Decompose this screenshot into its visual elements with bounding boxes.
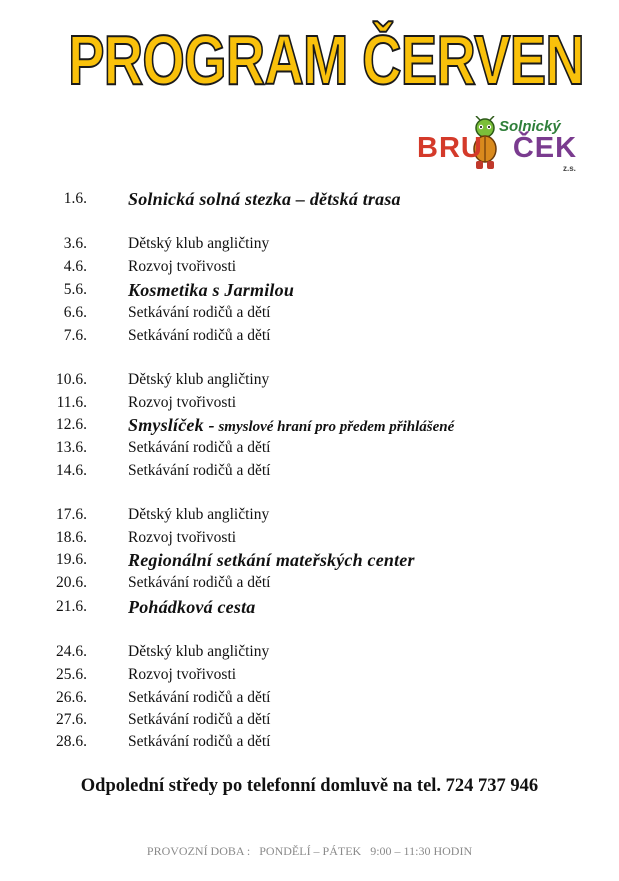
schedule-date: 3.6. <box>63 235 87 252</box>
schedule-date: 11.6. <box>56 394 87 411</box>
schedule-date: 18.6. <box>56 529 87 546</box>
schedule-date: 12.6. <box>56 416 87 433</box>
schedule-row <box>0 256 619 278</box>
schedule-date: 17.6. <box>56 506 87 523</box>
schedule-event: Rozvoj tvořivosti <box>128 394 237 411</box>
schedule-date: 6.6. <box>63 304 87 321</box>
schedule-row <box>0 664 619 686</box>
schedule-date: 20.6. <box>56 574 87 591</box>
schedule-event: Setkávání rodičů a dětí <box>128 439 271 456</box>
schedule-event: Dětský klub angličtiny <box>128 506 270 523</box>
schedule-date: 5.6. <box>63 281 87 298</box>
schedule-row <box>0 392 619 414</box>
schedule-event-detail: smyslové hraní pro předem přihlášené <box>214 419 455 435</box>
logo-suffix: z.s. <box>563 164 576 173</box>
schedule-row <box>0 527 619 549</box>
schedule-row <box>0 302 619 324</box>
logo-top-text: Solnický <box>499 118 561 135</box>
schedule-event: Dětský klub angličtiny <box>128 235 270 252</box>
schedule-row <box>0 279 619 301</box>
schedule-row <box>0 504 619 526</box>
schedule-event: Pohádková cesta <box>128 597 256 617</box>
schedule-event: Setkávání rodičů a dětí <box>128 689 271 706</box>
schedule-date: 25.6. <box>56 666 87 683</box>
schedule-date: 19.6. <box>56 551 87 568</box>
schedule-row <box>0 641 619 663</box>
schedule-row <box>0 596 619 618</box>
schedule-row <box>0 572 619 594</box>
schedule-date: 28.6. <box>56 733 87 750</box>
schedule-event: Rozvoj tvořivosti <box>128 666 237 683</box>
schedule-date: 13.6. <box>56 439 87 456</box>
logo-main-text: BRU ČEK <box>417 132 578 164</box>
schedule-row <box>0 687 619 709</box>
schedule-event: Setkávání rodičů a dětí <box>128 711 271 728</box>
schedule-event: Rozvoj tvořivosti <box>128 258 237 275</box>
schedule-row <box>0 188 619 210</box>
schedule-event: Setkávání rodičů a dětí <box>128 304 271 321</box>
phone-note: Odpolední středy po telefonní domluvě na tel. 724 737 946 <box>80 776 539 796</box>
schedule-date: 26.6. <box>56 689 87 706</box>
schedule-event: Solnická solná stezka – dětská trasa <box>128 189 401 209</box>
schedule-row <box>0 709 619 731</box>
schedule-event: Rozvoj tvořivosti <box>128 529 237 546</box>
logo <box>413 112 589 176</box>
schedule-date: 27.6. <box>56 711 87 728</box>
schedule-row <box>0 437 619 459</box>
schedule-row <box>0 460 619 482</box>
schedule-event: Dětský klub angličtiny <box>128 643 270 660</box>
schedule-event: Dětský klub angličtiny <box>128 371 270 388</box>
schedule-event: Setkávání rodičů a dětí <box>128 462 271 479</box>
opening-hours: PROVOZNÍ DOBA : PONDĚLÍ – PÁTEK 9:00 – 11:30 HODIN <box>146 844 473 858</box>
schedule-date: 24.6. <box>56 643 87 660</box>
schedule-event: Smyslíček - smyslové hraní pro předem přihlášené <box>128 415 455 435</box>
schedule-date: 4.6. <box>63 258 87 275</box>
schedule-row <box>0 233 619 255</box>
schedule-row <box>0 549 619 571</box>
schedule-event: Setkávání rodičů a dětí <box>128 327 271 344</box>
schedule-event: Setkávání rodičů a dětí <box>128 733 271 750</box>
schedule-date: 14.6. <box>56 462 87 479</box>
schedule-row <box>0 414 619 436</box>
schedule-row <box>0 325 619 347</box>
schedule-date: 7.6. <box>63 327 87 344</box>
schedule-date: 1.6. <box>63 190 87 207</box>
schedule-date: 10.6. <box>56 371 87 388</box>
schedule-row <box>0 731 619 753</box>
schedule-event: Regionální setkání mateřských center <box>128 550 415 570</box>
schedule-event: Kosmetika s Jarmilou <box>128 280 295 300</box>
schedule-event: Setkávání rodičů a dětí <box>128 574 271 591</box>
page-title: PROGRAM ČERVEN <box>68 21 585 99</box>
schedule-date: 21.6. <box>56 598 87 615</box>
schedule-row <box>0 369 619 391</box>
